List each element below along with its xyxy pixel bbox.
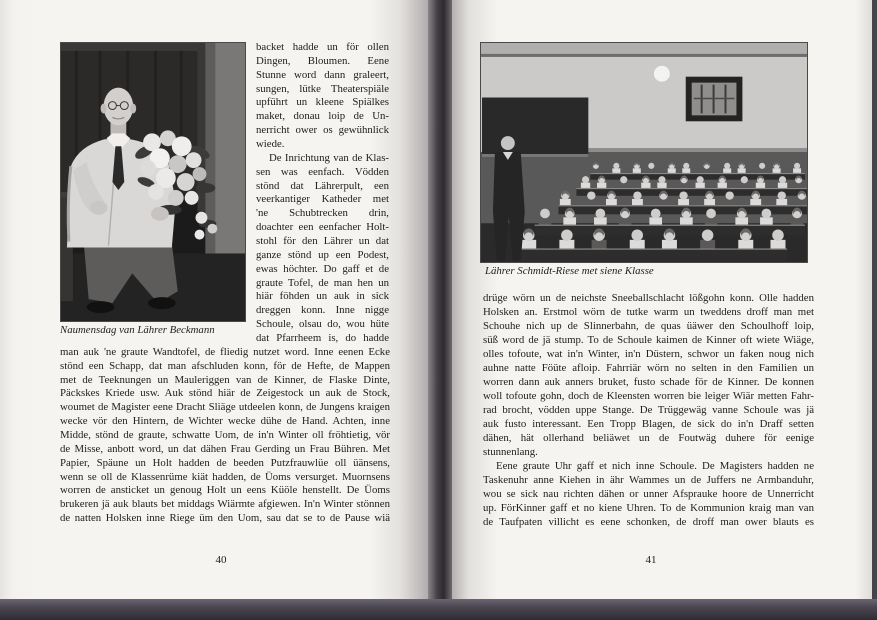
body-text bbox=[483, 291, 814, 529]
pupil-head bbox=[620, 176, 627, 183]
pupil-face bbox=[622, 211, 629, 218]
page-number: 40 bbox=[215, 554, 227, 566]
pupil-head bbox=[759, 163, 765, 169]
text-line: drüge wörn un de neichste Sneeballschlacht lößgohn konn. Olle hadden bbox=[483, 292, 814, 304]
paragraph bbox=[60, 346, 390, 526]
pupil-head bbox=[582, 176, 589, 183]
text-line: Päckskes Kriede usw. Auk stönd hiär de Zeigestock un auk de Stock, bbox=[60, 387, 390, 400]
pupil-face bbox=[594, 164, 598, 168]
ceiling-lamp bbox=[654, 66, 670, 82]
text-line: dreggen konn. Inne nigge bbox=[256, 304, 389, 317]
left-hand bbox=[90, 201, 108, 215]
text-line: woumet de Magister eene Dracht Sliäge utdeelen konn, de Jungens kraigen bbox=[60, 401, 390, 414]
text-line: stunnenlang. bbox=[483, 446, 538, 458]
pupil-head bbox=[613, 163, 619, 169]
text-line: auhne natte Föüte afloip. Fahrriär wörn no selten in den Familien un bbox=[483, 362, 814, 374]
text-line: de Taufpaten villicht es eene schonken, de droff man ower blauts es bbox=[483, 516, 814, 528]
text-line: 'ne Schubtrecken drin, bbox=[256, 207, 389, 220]
pupil-head bbox=[633, 191, 641, 199]
text-line: ewas höchter. Do gaff et de bbox=[256, 262, 389, 275]
portrait-photo-image bbox=[61, 43, 245, 321]
pupil-face bbox=[683, 211, 690, 218]
full-width-text bbox=[60, 346, 390, 526]
pupil-head bbox=[779, 176, 786, 183]
pupil-face bbox=[643, 178, 648, 183]
text-line: stönd een Schapp, dat man afschluden konn, för de Hefte, de Mappen bbox=[60, 359, 390, 372]
pupil-head bbox=[702, 229, 714, 240]
pupil-head bbox=[762, 209, 772, 219]
pupil-head bbox=[540, 209, 550, 219]
text-line: sungen, lütke Theaterspiäle bbox=[256, 82, 389, 95]
pupil-head bbox=[631, 229, 643, 240]
text-line: nerricht ower os gewühnlick bbox=[256, 124, 389, 137]
blackboard bbox=[482, 98, 588, 156]
text-line: wiede. bbox=[256, 138, 285, 151]
text-line: De Inrichtung van de Klas- bbox=[269, 151, 389, 164]
text-line: süß word de jä stump. To de Schoule kaimen de Kinner oft wiete Wiäge, bbox=[483, 334, 814, 346]
portrait-photo bbox=[60, 42, 246, 322]
desk-row bbox=[521, 248, 787, 261]
text-line: Schoule, olsau do, wou hüte bbox=[256, 318, 389, 331]
pupil-face bbox=[599, 178, 604, 183]
pupil-face bbox=[720, 178, 725, 183]
pupil-head bbox=[651, 209, 661, 219]
pupil-face bbox=[739, 164, 743, 168]
desk-edge bbox=[576, 188, 807, 189]
text-line: Taskenuhr anne Kiehen in ähr Wammes un de Juffers ne Armbanduhr, bbox=[483, 474, 814, 486]
text-line: Stunne word dann graleert, bbox=[256, 68, 389, 81]
text-line: Schouhe nich up de Slinnerbahn, de quas üäwer den Schoulhoff loip, bbox=[483, 320, 814, 332]
paragraph bbox=[256, 41, 389, 152]
page-number: 41 bbox=[645, 554, 657, 566]
ceiling-beam bbox=[481, 54, 807, 57]
text-line: ganze stönd up een Podest, bbox=[256, 248, 389, 261]
pupil-face bbox=[562, 194, 568, 200]
photo-caption: Naumensdag van Lährer Beckmann bbox=[60, 324, 215, 336]
pupil-head bbox=[697, 176, 704, 183]
text-line: Midde, stönd de graute, schwatte Uom, de in'n Winter oll fröhtietig, vör bbox=[60, 429, 390, 442]
text-line: Papier, Späune un Holt hadden de beeden Putzfrauwlüe oll üänsens, bbox=[60, 456, 390, 469]
pupil-head bbox=[794, 163, 800, 169]
text-line: stohl för den Lährer un dat bbox=[256, 235, 389, 248]
side-column-text bbox=[256, 41, 389, 346]
text-line: maket, donau loip de Un- bbox=[256, 110, 389, 123]
text-line: Eene graute Uhr gaff et nich inne Schoule. De Magisters hadden ne bbox=[496, 460, 814, 472]
scan-edge bbox=[872, 0, 877, 620]
right-page bbox=[452, 0, 872, 606]
pupil-face bbox=[774, 164, 778, 168]
book-spine bbox=[428, 0, 454, 606]
pupil-head bbox=[595, 209, 605, 219]
text-line: de natten Holsken inne Riege üm den Uom, sau dat se to de Pause wiä bbox=[60, 512, 390, 525]
pupil-face bbox=[705, 164, 709, 168]
wall-picture-frame bbox=[686, 77, 743, 122]
pupil-head bbox=[724, 163, 730, 169]
text-line: wenn se oll de Klassenrüme kiät hadden, de Üoms versurget. Muornsens bbox=[60, 470, 390, 483]
pupil-face bbox=[670, 164, 674, 168]
text-line: sen was eenfach. Vödden bbox=[256, 165, 389, 178]
dado-rail bbox=[588, 148, 807, 152]
paragraph bbox=[483, 459, 814, 529]
pupil-face bbox=[738, 211, 745, 218]
text-line: man auk 'ne graute Wandtofel, de fliedig nutzet word. Inne eenen Ecke bbox=[60, 345, 390, 358]
pupil-head bbox=[561, 229, 573, 240]
text-line: olles tofoute, wat in'n Winter, in'n Düstern, schwor un faken noug nich bbox=[483, 348, 814, 360]
left-page bbox=[0, 0, 430, 599]
text-line: Dingen, Bloumen. Eene bbox=[256, 54, 389, 67]
desk-edge bbox=[590, 173, 805, 174]
desk-edge bbox=[535, 225, 805, 226]
pupil-face bbox=[682, 178, 687, 183]
pupil-head bbox=[706, 209, 716, 219]
text-line: Holsken an. Erstmol wörn de tutke warm un tweddens droff man met bbox=[483, 306, 814, 318]
pupil-face bbox=[661, 194, 667, 200]
text-line: veerkantiger Katheder met bbox=[256, 193, 389, 206]
text-line: upführt un kleene Spiälkes bbox=[256, 96, 389, 109]
text-line: graute Tofel, de man hen un bbox=[256, 276, 389, 289]
pupil-face bbox=[758, 178, 763, 183]
text-line: worren de ansticket un genoug Holt un eens Küöle henstellt. De Üoms bbox=[60, 484, 390, 497]
pupil-head bbox=[648, 163, 654, 169]
desk-edge bbox=[559, 205, 807, 206]
text-line: dat Pfarrheem is, do hadde bbox=[256, 332, 389, 345]
pupil-head bbox=[778, 191, 786, 199]
pupil-face bbox=[665, 232, 673, 240]
text-line: dähen, hät ollerhand beliäwet un de Foutwäg duhere för eenige bbox=[483, 432, 814, 444]
paragraph bbox=[256, 152, 389, 346]
pupil-face bbox=[742, 232, 750, 240]
pupil-face bbox=[595, 232, 603, 240]
classroom-photo bbox=[480, 42, 808, 263]
photo-caption: Lährer Schmidt-Riese met siene Klasse bbox=[485, 265, 654, 277]
text-line: wou se sick nau richten dähen or unner Afsprauke hoore de Unnerricht bbox=[483, 488, 814, 500]
pupil-face bbox=[566, 211, 573, 218]
pupil-face bbox=[635, 164, 639, 168]
text-line: woll tofoute gohn, doch de Kleensten worren bie leiger Wiär metten Fahr- bbox=[483, 390, 814, 402]
text-line: up. FörKinner gaff et no kiene Uhren. To de Kommunion kraig man van bbox=[483, 502, 814, 514]
text-line: auk fusto interessant. Een Tropp Blagen, de sick do in'n Draff setten bbox=[483, 418, 814, 430]
text-line: wecke vör den Hintern, de Wichter wecke dühe de Hand. Achten, inne bbox=[60, 415, 390, 428]
pupil-face bbox=[753, 194, 759, 200]
text-line: hiär föhden un auk in sick bbox=[256, 290, 389, 303]
ceiling bbox=[481, 43, 807, 55]
text-line: backet hadde un för ollen bbox=[256, 41, 389, 53]
pupil-head bbox=[679, 191, 687, 199]
pupil-face bbox=[794, 211, 801, 218]
pupil-head bbox=[587, 191, 595, 199]
pupil-head bbox=[726, 191, 734, 199]
pupil-head bbox=[658, 176, 665, 183]
scan-bottom-edge bbox=[0, 599, 877, 620]
right-hand bbox=[151, 207, 169, 221]
pupil-face bbox=[799, 194, 805, 200]
pupil-face bbox=[707, 194, 713, 200]
paragraph bbox=[483, 291, 814, 459]
desk-edge bbox=[521, 248, 787, 249]
text-line: rad brocht, vödden uppe Stange. De Trüggewäg vanne Schoule was jä bbox=[483, 404, 814, 416]
text-line: worren dann auk anners bruket, fusto schade för de Kinner. De konnen bbox=[483, 376, 814, 388]
text-line: brukeren jä auk blauts bet middags Wiärmte afgiewen. In'n Winter stönnen bbox=[60, 498, 390, 511]
pupil-face bbox=[525, 232, 533, 240]
text-line: met de Teeknungen un Mauleriggen van de Kinner, de Flaske Dinte, bbox=[60, 373, 390, 386]
pupil-face bbox=[796, 178, 801, 183]
pupil-face bbox=[608, 194, 614, 200]
text-line: de Misse, anbott word, un dat dähen Frau Gerding un Frau Bühren. Met bbox=[60, 442, 390, 455]
pupil-head bbox=[741, 176, 748, 183]
text-line: stönd dat Lährerpult, een bbox=[256, 179, 389, 192]
pupil-head bbox=[683, 163, 689, 169]
pupil-head bbox=[772, 229, 784, 240]
classroom-photo-image bbox=[481, 43, 807, 262]
text-line: doachter een eenfacher Holt- bbox=[256, 221, 389, 234]
